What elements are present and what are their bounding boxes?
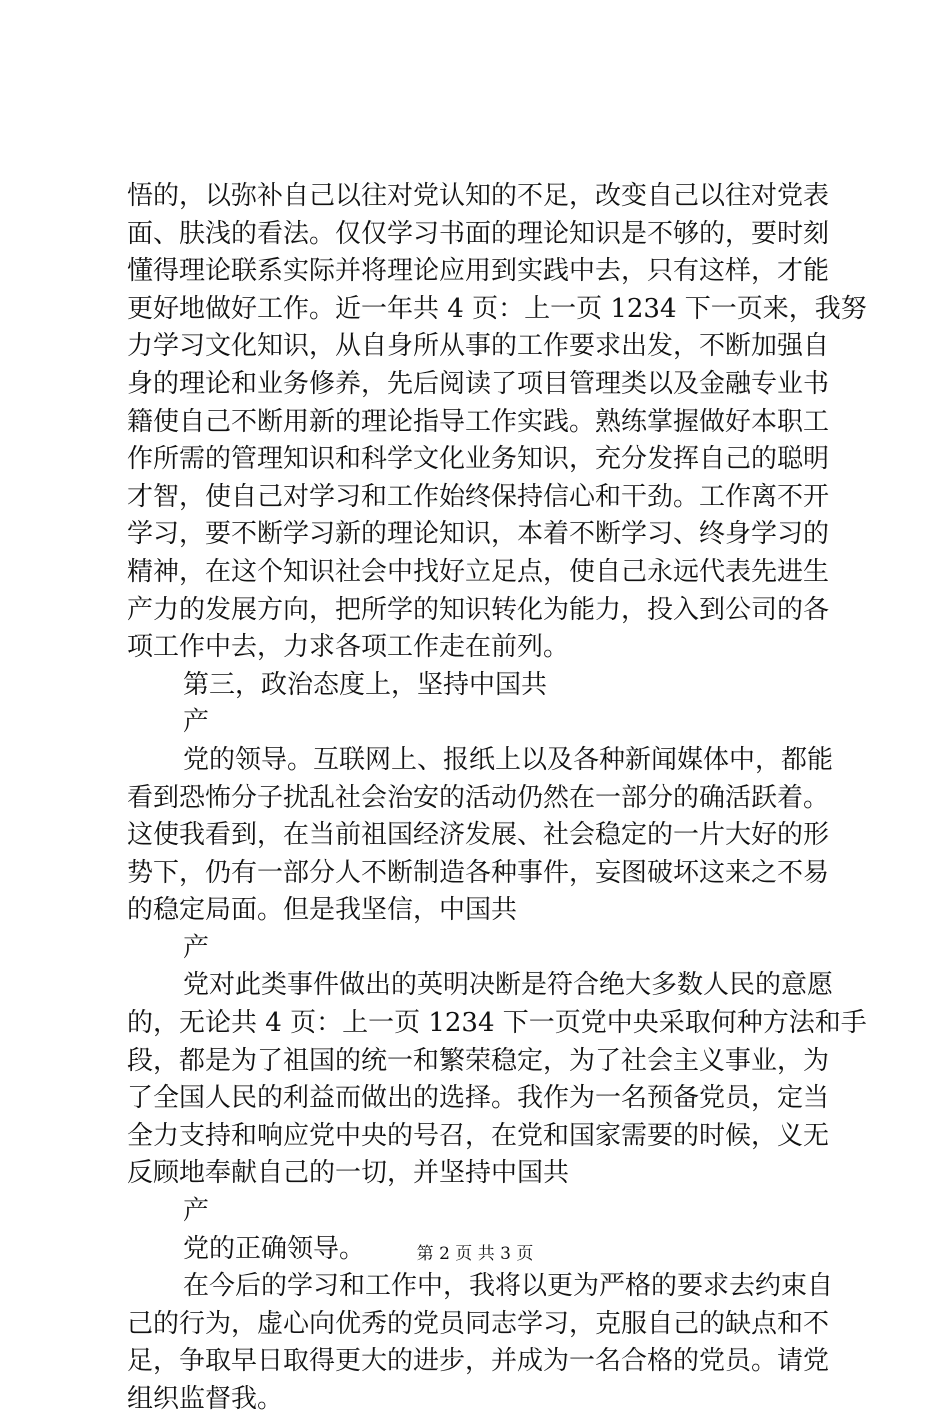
- body-text: [127, 178, 867, 1419]
- text-line: 项工作中去，力求各项工作走在前列。: [127, 632, 570, 663]
- text-line: 产: [183, 707, 210, 738]
- text-line: 才智，使自己对学习和工作始终保持信心和干劲。工作离不开: [127, 481, 830, 512]
- text-line: 己的行为，虚心向优秀的党员同志学习，克服自己的缺点和不: [127, 1308, 830, 1339]
- text-line: 的稳定局面。但是我坚信，中国共: [127, 895, 518, 926]
- text-line: 精神，在这个知识社会中找好立足点，使自己永远代表先进生: [127, 556, 830, 587]
- text-line: 这使我看到，在当前祖国经济发展、社会稳定的一片大好的形: [127, 820, 830, 851]
- text-line: 作所需的管理知识和科学文化业务知识，充分发挥自己的聪明: [127, 444, 830, 475]
- text-line: 悟的，以弥补自己以往对党认知的不足，改变自己以往对党表: [127, 181, 830, 211]
- text-line: 更好地做好工作。近一年共 4 页：上一页 1234 下一页来，我努: [127, 293, 867, 324]
- text-line: 了全国人民的利益而做出的选择。我作为一名预备党员，定当: [127, 1083, 830, 1114]
- text-line: 势下，仍有一部分人不断制造各种事件，妄图破坏这来之不易: [127, 857, 830, 888]
- section-heading: 第三，政治态度上，坚持中国共: [183, 669, 548, 700]
- text-line: 的，无论共 4 页：上一页 1234 下一页党中央采取何种方法和手: [127, 1008, 867, 1039]
- text-line: 产: [183, 932, 210, 963]
- text-line: 党的正确领导。: [183, 1233, 366, 1264]
- text-line: 看到恐怖分子扰乱社会治安的活动仍然在一部分的确活跃着。: [127, 782, 830, 813]
- text-line: 在今后的学习和工作中，我将以更为严格的要求去约束自: [183, 1271, 834, 1302]
- text-line: 产: [183, 1196, 210, 1227]
- text-line: 学习，要不断学习新的理论知识，本着不断学习、终身学习的: [127, 519, 830, 550]
- text-line: 足，争取早日取得更大的进步，并成为一名合格的党员。请党: [127, 1346, 830, 1377]
- text-line: 反顾地奉献自己的一切，并坚持中国共: [127, 1158, 570, 1189]
- text-line: 段，都是为了祖国的统一和繁荣稳定，为了社会主义事业，为: [127, 1045, 830, 1076]
- text-line: 懂得理论联系实际并将理论应用到实践中去，只有这样，才能: [127, 256, 830, 287]
- text-line: 力学习文化知识，从自身所从事的工作要求出发，不断加强自: [127, 331, 830, 362]
- text-line: 党对此类事件做出的英明决断是符合绝大多数人民的意愿: [183, 970, 834, 1001]
- text-line: 产力的发展方向，把所学的知识转化为能力，投入到公司的各: [127, 594, 830, 625]
- text-line: 组织监督我。: [127, 1384, 284, 1414]
- text-line: 身的理论和业务修养，先后阅读了项目管理类以及金融专业书: [127, 368, 830, 399]
- text-line: 籍使自己不断用新的理论指导工作实践。熟练掌握做好本职工: [127, 406, 830, 437]
- page-footer: 第 2 页 共 3 页: [416, 1244, 534, 1264]
- text-line: 面、肤浅的看法。仅仅学习书面的理论知识是不够的，要时刻: [127, 218, 830, 249]
- text-line: 全力支持和响应党中央的号召，在党和国家需要的时候，义无: [127, 1120, 830, 1151]
- text-line: 党的领导。互联网上、报纸上以及各种新闻媒体中，都能: [183, 744, 834, 775]
